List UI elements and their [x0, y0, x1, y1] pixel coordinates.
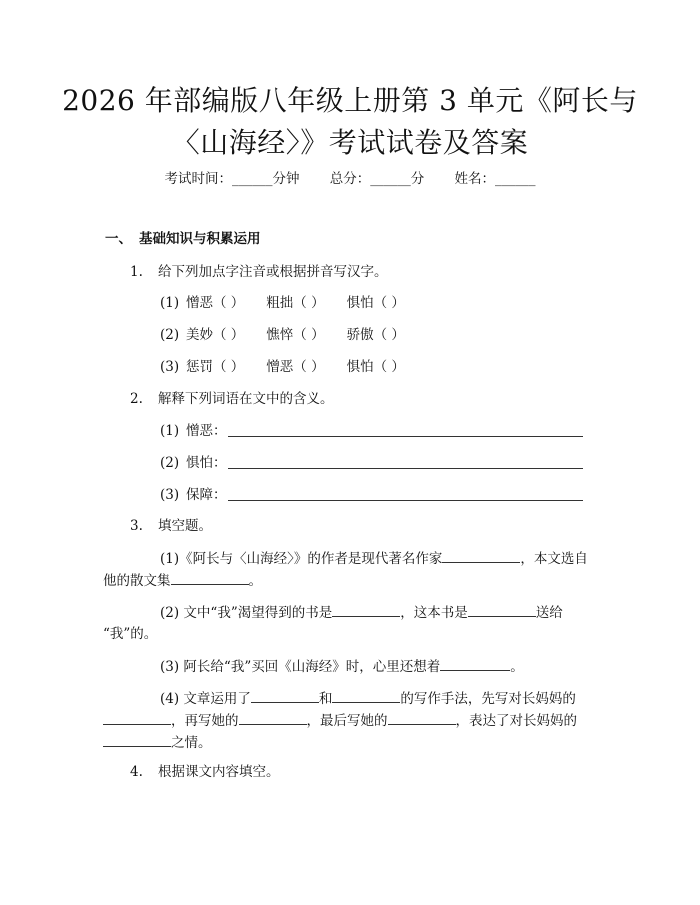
fill-blank[interactable] — [103, 733, 171, 747]
question-text: 解释下列词语在文中的含义。 — [158, 391, 334, 407]
fill-blank[interactable] — [332, 603, 400, 617]
title-line-1: 2026 年部编版八年级上册第 3 单元《阿长与 — [62, 84, 638, 117]
text: ，表达了对长妈妈的 — [455, 713, 577, 729]
question-3 — [130, 517, 212, 535]
text: ，这本书是 — [400, 605, 468, 621]
term-label: 保障： — [186, 487, 227, 503]
question-number: 2. — [130, 391, 143, 407]
q3-item-2-line-2 — [103, 625, 157, 643]
name-label: 姓名： — [454, 171, 496, 187]
question-4 — [130, 763, 280, 781]
row-label: (3) — [160, 359, 180, 375]
question-text: 填空题。 — [158, 518, 212, 534]
row-label: (1) — [160, 423, 180, 439]
q2-row-3 — [160, 486, 227, 504]
text: (3) 阿长给“我”买回《山海经》时，心里还想着 — [160, 659, 441, 675]
pinyin-item[interactable]: 惧怕（ ） — [346, 359, 405, 375]
row-label: (3) — [160, 487, 180, 503]
text: 和 — [318, 691, 333, 707]
text: ，本文选自 — [520, 551, 588, 567]
q1-row-1 — [160, 294, 427, 312]
fill-blank[interactable] — [251, 689, 319, 703]
fill-blank[interactable] — [388, 711, 456, 725]
pinyin-item[interactable]: 骄傲（ ） — [346, 327, 405, 343]
text: (1)《阿长与〈山海经〉》的作者是现代著名作家 — [160, 551, 443, 567]
text: 的写作手法，先写对长妈妈的 — [400, 691, 576, 707]
text: “我”的。 — [103, 626, 158, 642]
text: 送给 — [535, 605, 563, 621]
question-number: 1. — [130, 264, 143, 280]
q2-row-2 — [160, 454, 227, 472]
time-label: 考试时间： — [164, 171, 232, 187]
text: 。 — [248, 573, 262, 589]
term-label: 惧怕： — [186, 455, 227, 471]
question-text: 给下列加点字注音或根据拼音写汉字。 — [158, 264, 388, 280]
section-heading — [105, 230, 261, 248]
text: ，最后写她的 — [306, 713, 388, 729]
question-number: 4. — [130, 764, 143, 780]
exam-meta — [0, 170, 700, 188]
q3-item-1-line-2 — [103, 571, 262, 590]
time-blank[interactable]: ______ — [231, 171, 273, 187]
text: 他的散文集 — [103, 573, 171, 589]
term-label: 憎恶： — [186, 423, 227, 439]
section-title: 基础知识与积累运用 — [139, 231, 261, 247]
pinyin-item[interactable]: 惩罚（ ） — [186, 359, 245, 375]
question-1 — [130, 263, 388, 281]
fill-blank[interactable] — [468, 603, 536, 617]
page-title — [60, 80, 640, 164]
fill-blank[interactable] — [332, 689, 400, 703]
text: (4) 文章运用了 — [160, 691, 251, 707]
fill-blank[interactable] — [440, 657, 510, 671]
title-line-2: 〈山海经〉》考试试卷及答案 — [171, 126, 529, 159]
question-text: 根据课文内容填空。 — [158, 764, 280, 780]
q3-item-4-line-3 — [103, 733, 212, 752]
pinyin-item[interactable]: 惧怕（ ） — [346, 295, 405, 311]
score-unit: 分 — [410, 171, 425, 187]
pinyin-item[interactable]: 憔悴（ ） — [266, 327, 325, 343]
row-label: (1) — [160, 295, 180, 311]
pinyin-item[interactable]: 憎恶（ ） — [186, 295, 245, 311]
text: 之情。 — [171, 735, 212, 751]
answer-line[interactable] — [228, 500, 583, 501]
text: ，再写她的 — [171, 713, 239, 729]
q1-row-3 — [160, 358, 427, 376]
q3-item-2-line-1 — [160, 603, 563, 622]
fill-blank[interactable] — [442, 549, 520, 563]
fill-blank[interactable] — [171, 571, 249, 585]
q3-item-4-line-1 — [160, 689, 576, 708]
q3-item-4-line-2 — [103, 711, 577, 730]
fill-blank[interactable] — [103, 711, 171, 725]
name-blank[interactable]: ______ — [495, 171, 536, 187]
answer-line[interactable] — [228, 436, 583, 437]
q2-row-1 — [160, 422, 227, 440]
section-number: 一、 — [105, 231, 132, 247]
pinyin-item[interactable]: 粗拙（ ） — [266, 295, 325, 311]
score-label: 总分： — [329, 171, 371, 187]
time-unit: 分钟 — [272, 171, 300, 187]
q1-row-2 — [160, 326, 427, 344]
score-blank[interactable]: ______ — [370, 171, 411, 187]
row-label: (2) — [160, 455, 180, 471]
question-2 — [130, 390, 334, 408]
fill-blank[interactable] — [239, 711, 307, 725]
q3-item-1-line-1 — [160, 549, 588, 568]
row-label: (2) — [160, 327, 180, 343]
answer-line[interactable] — [228, 468, 583, 469]
text: (2) 文中“我”渴望得到的书是 — [160, 605, 333, 621]
question-number: 3. — [130, 518, 143, 534]
pinyin-item[interactable]: 憎恶（ ） — [266, 359, 325, 375]
pinyin-item[interactable]: 美妙（ ） — [186, 327, 245, 343]
text: 。 — [510, 659, 524, 675]
q3-item-3 — [160, 657, 524, 676]
